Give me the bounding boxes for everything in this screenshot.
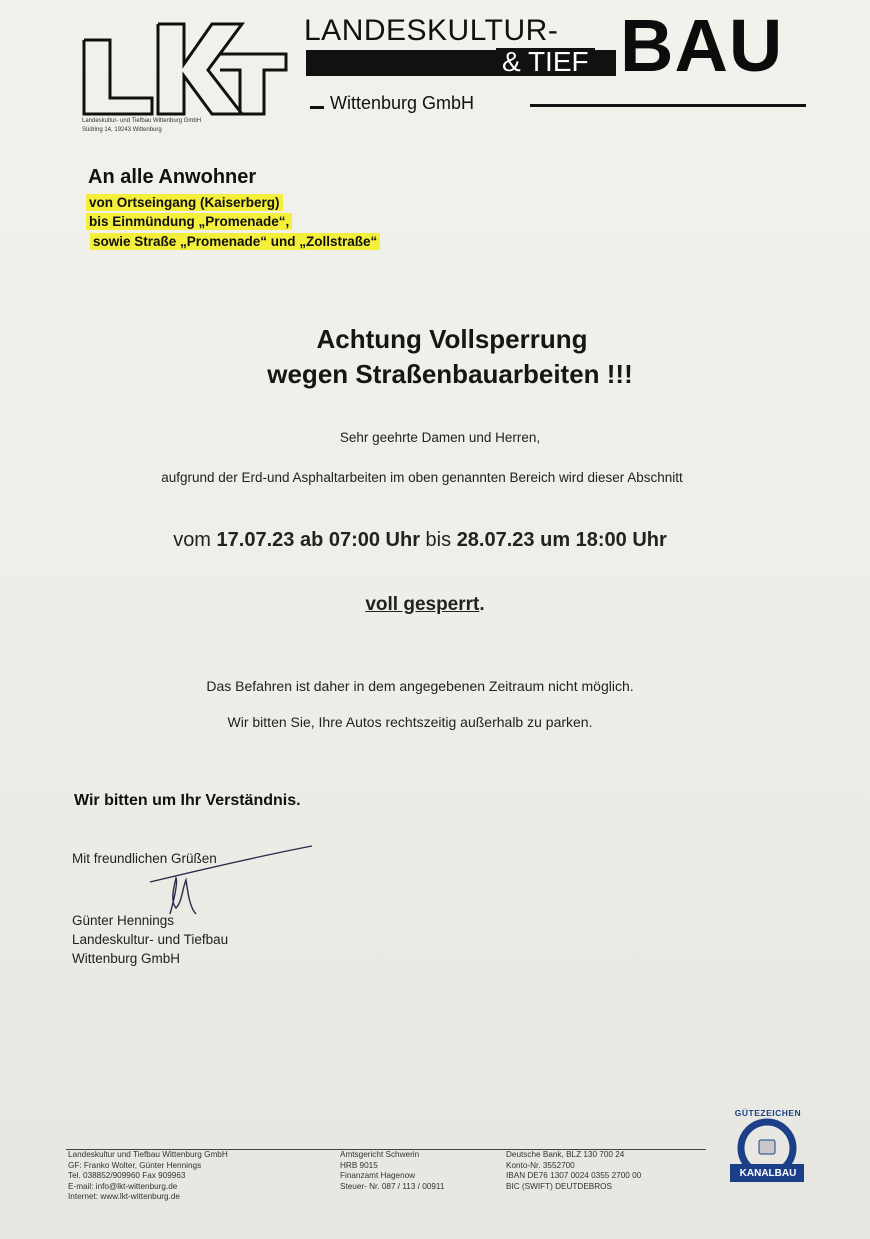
regards-text: Mit freundlichen Grüßen (72, 851, 217, 866)
brand-dash (310, 106, 324, 109)
period-middle: bis (420, 529, 457, 551)
footer-bank-info (506, 1150, 641, 1192)
note-parking: Wir bitten Sie, Ihre Autos rechtszeitig außerhalb zu parken. (227, 714, 593, 730)
company-small-address (82, 117, 302, 135)
footer-line: Konto-Nr. 3552700 (506, 1160, 575, 1170)
salutation: Sehr geehrte Damen und Herren, (339, 430, 541, 445)
brand-line2: & TIEF (496, 48, 595, 76)
footer-line: Finanzamt Hagenow (340, 1171, 416, 1180)
footer-line: Tel. 038852/909960 Fax 909963 (68, 1171, 186, 1180)
seal-top-text: GÜTEZEICHEN (734, 1108, 802, 1118)
footer-line: Steuer- Nr. 087 / 113 / 00911 (340, 1181, 445, 1191)
recipient-line: von Ortseingang (Kaiserberg) (86, 194, 283, 211)
quality-seal-icon (726, 1112, 808, 1192)
company-small: Landeskultur- und Tiefbau Wittenburg GmbH (82, 118, 202, 124)
closed-text: voll gesperrt (365, 594, 480, 615)
footer-line: Deutsche Bank, BLZ 130 700 24 (506, 1150, 625, 1159)
period-prefix: vom (173, 529, 217, 551)
brand-rule (530, 104, 806, 107)
recipient-line: bis Einmündung „Promenade“, (86, 213, 292, 230)
footer-line: E-mail: info@lkt-wittenburg.de (68, 1181, 178, 1191)
brand-city: Wittenburg GmbH (330, 93, 475, 113)
signer-name: Günter Hennings (72, 913, 175, 928)
brand-bau: BAU (620, 4, 784, 87)
closure-period (0, 529, 860, 552)
footer-line: GF: Franko Wolter, Günter Hennings (68, 1160, 202, 1170)
thanks-text: Wir bitten um Ihr Verständnis. (74, 792, 301, 809)
footer-line: HRB 9015 (340, 1160, 378, 1170)
footer-line: BIC (SWIFT) DEUTDEBROS (506, 1181, 612, 1191)
seal-bottom-text: KANALBAU (739, 1168, 797, 1179)
lkt-logo-icon (80, 18, 290, 118)
footer-line: Amtsgericht Schwerin (340, 1150, 420, 1159)
address-small: Südring 14, 19243 Wittenburg (82, 127, 162, 133)
footer-line: IBAN DE76 1307 0024 0355 2700 00 (506, 1171, 642, 1180)
footer-company-info (68, 1150, 228, 1203)
footer-registry-info (340, 1150, 444, 1192)
recipient-line: sowie Straße „Promenade“ und „Zollstraße“ (90, 233, 380, 250)
closed-end: . (479, 594, 485, 615)
closed-statement (0, 594, 865, 616)
footer-line: Landeskultur und Tiefbau Wittenburg GmbH (68, 1150, 228, 1159)
period-end: 28.07.23 um 18:00 Uhr (456, 529, 667, 551)
footer-line: Internet: www.lkt-wittenburg.de (68, 1192, 180, 1201)
reason-text: aufgrund der Erd-und Asphaltarbeiten im oben genannten Bereich wird dieser Abschnitt (161, 470, 683, 485)
signer-company-city: Wittenburg GmbH (72, 951, 181, 966)
recipient-title: An alle Anwohner (88, 166, 257, 188)
signer-company: Landeskultur- und Tiefbau (72, 932, 229, 947)
headline-closure: Achtung Vollsperrung (316, 324, 588, 354)
note-no-driving: Das Befahren ist daher in dem angegebenen Zeitraum nicht möglich. (206, 678, 634, 694)
brand-line1: LANDESKULTUR- (304, 14, 559, 47)
headline-reason: wegen Straßenbauarbeiten !!! (267, 359, 633, 389)
period-start: 17.07.23 ab 07:00 Uhr (216, 529, 420, 551)
